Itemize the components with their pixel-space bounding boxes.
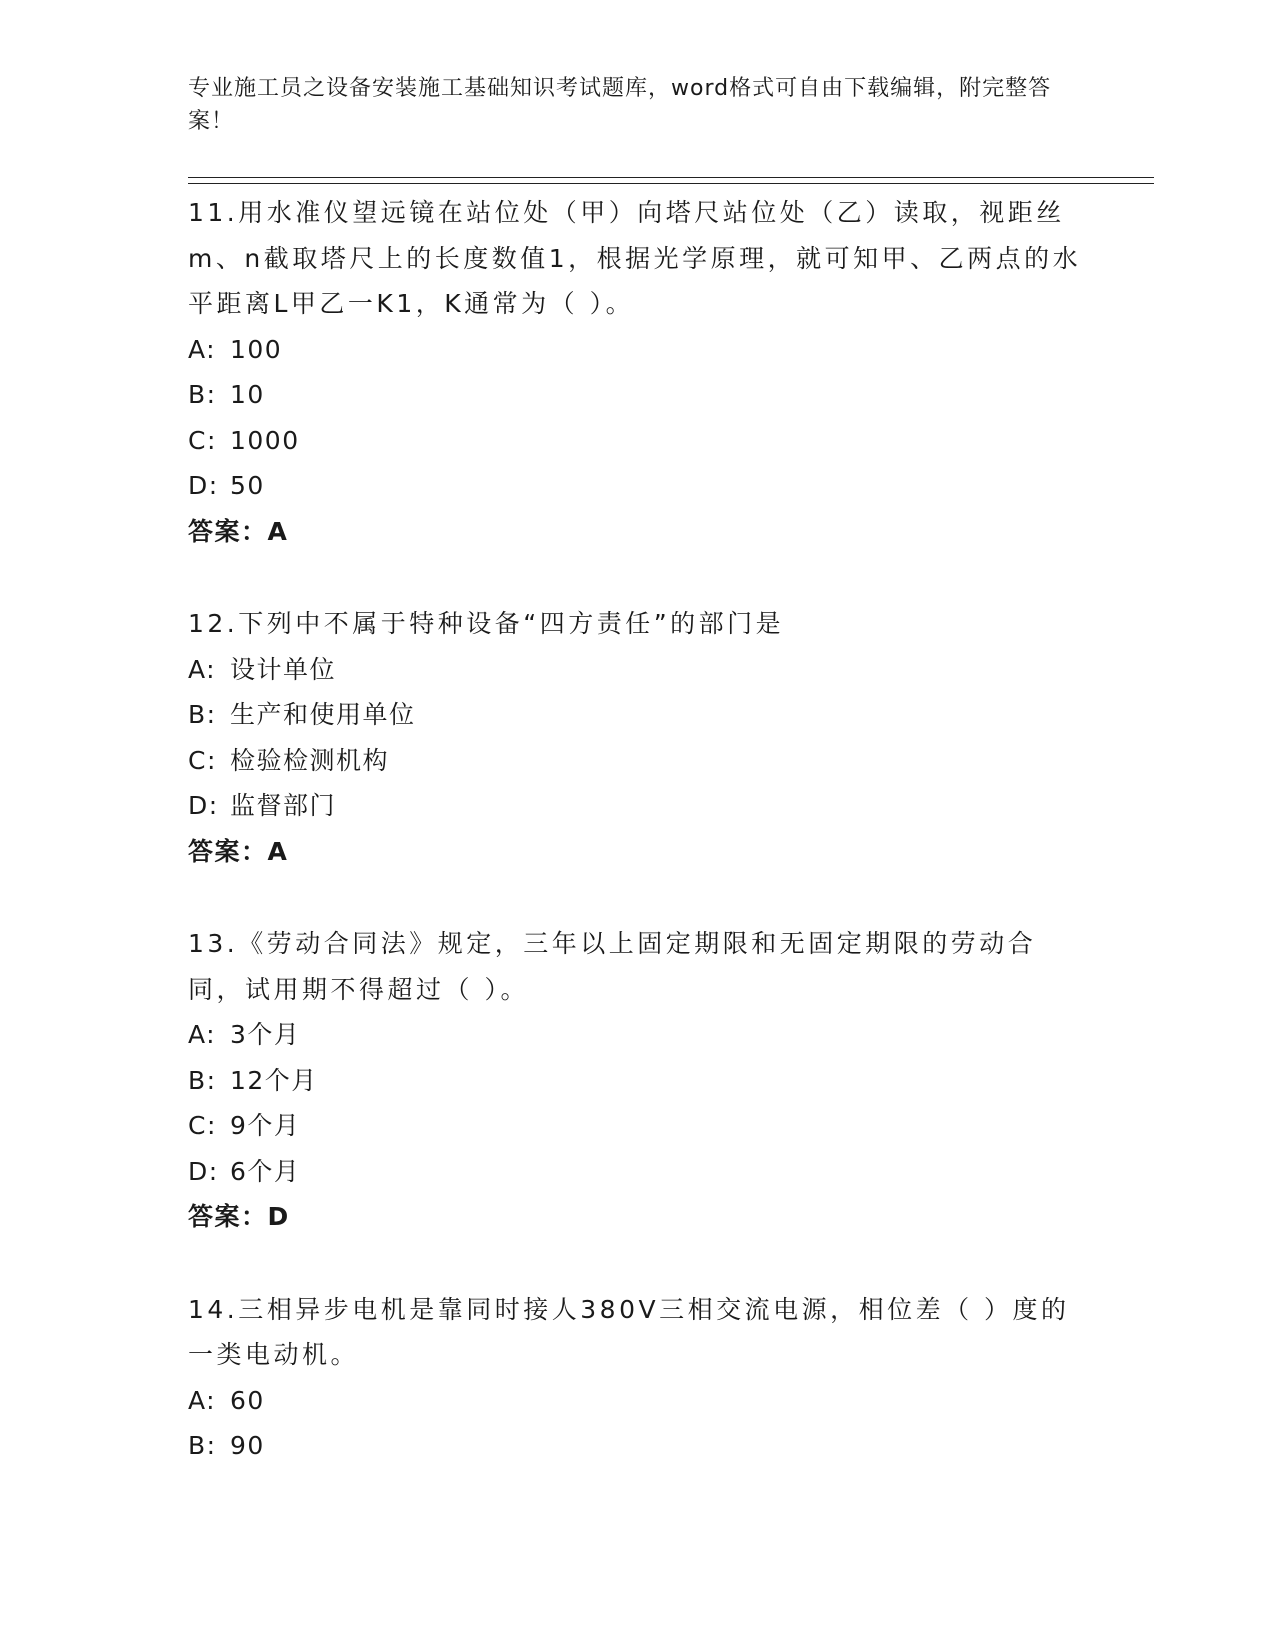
answer-line: 答案：A [188,516,289,546]
question-12 [188,599,1088,874]
option-d [188,463,1088,509]
option-key: A: [188,1020,217,1049]
option-key: B: [188,1065,217,1095]
option-key: C: [188,1111,217,1140]
option-value: 50 [230,471,265,500]
option-b [188,372,1088,418]
question-list [188,188,1088,1469]
header-divider-top [188,177,1154,178]
option-a [188,1378,1088,1424]
question-11 [188,188,1088,554]
option-b [188,1058,1088,1104]
option-b [188,692,1088,738]
option-value: 监督部门 [230,791,337,820]
option-key: B: [188,1431,217,1460]
option-value: 1000 [230,425,300,455]
question-text: 14.三相异步电机是靠同时接人380V三相交流电源，相位差（ ）度的一类电动机。 [188,1294,1070,1369]
option-value: 100 [230,334,283,364]
option-c [188,738,1088,784]
question-text: 11.用水准仪望远镜在站位处（甲）向塔尺站位处（乙）读取，视距丝m、n截取塔尺上的长度数值1，根据光学原理，就可知甲、乙两点的水平距离L甲乙一K1，K通常为（ ）。 [188,198,1082,318]
option-c [188,1103,1088,1149]
question-13 [188,919,1088,1240]
question-spacer [188,554,1088,599]
option-key: C: [188,425,217,455]
question-text: 13.《劳动合同法》规定，三年以上固定期限和无固定期限的劳动合同，试用期不得超过（ ）。 [188,929,1037,1004]
option-c [188,418,1088,464]
option-a [188,327,1088,373]
header-divider-bottom [188,183,1154,184]
question-spacer [188,874,1088,919]
question-14 [188,1285,1088,1469]
option-d [188,783,1088,829]
option-key: A: [188,1385,217,1415]
option-value: 60 [230,1385,265,1415]
option-value: 12个月 [230,1065,318,1095]
option-b [188,1423,1088,1469]
option-a [188,647,1088,693]
option-value: 9个月 [230,1111,301,1140]
option-d [188,1149,1088,1195]
option-key: D: [188,791,219,820]
option-key: C: [188,745,217,775]
option-a [188,1012,1088,1058]
option-value: 3个月 [230,1020,301,1049]
option-key: D: [188,471,219,500]
option-key: D: [188,1156,219,1186]
answer-line: 答案：D [188,1202,290,1231]
option-value: 设计单位 [230,654,337,684]
option-value: 90 [230,1431,265,1460]
option-key: B: [188,700,217,729]
option-value: 生产和使用单位 [230,700,416,729]
question-text: 12.下列中不属于特种设备“四方责任”的部门是 [188,609,785,638]
option-value: 检验检测机构 [230,745,390,775]
option-key: A: [188,334,217,364]
option-value: 10 [230,380,265,409]
option-key: A: [188,654,217,684]
option-key: B: [188,380,217,409]
document-header: 专业施工员之设备安装施工基础知识考试题库，word格式可自由下载编辑，附完整答案！ [188,76,1052,134]
question-spacer [188,1240,1088,1285]
answer-line: 答案：A [188,836,289,866]
option-value: 6个月 [230,1156,301,1186]
